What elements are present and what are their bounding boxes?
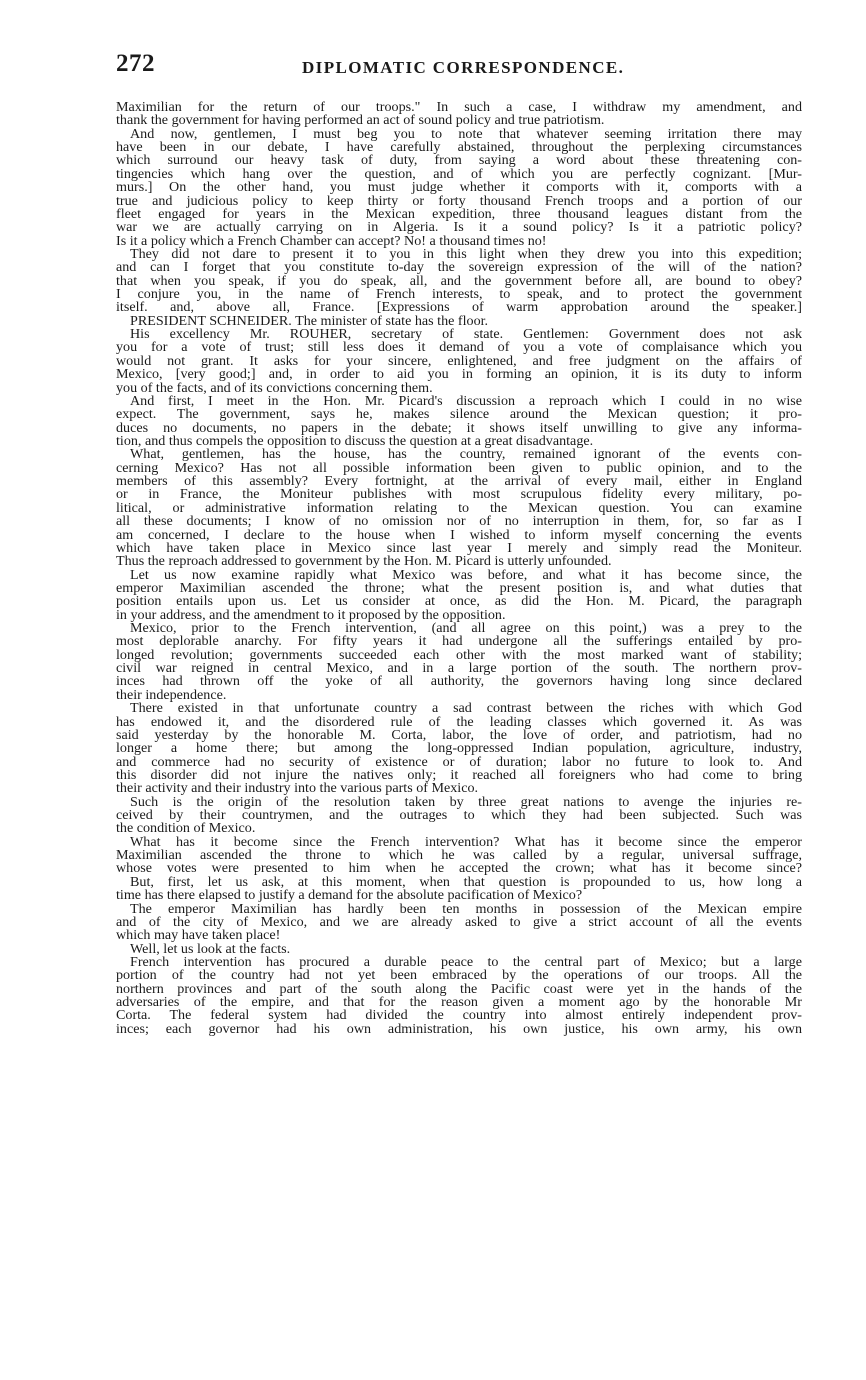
text-line: all these documents; I know of no omission nor of no interruption in them, for, so far as I bbox=[116, 515, 802, 529]
text-line: And first, I meet in the Hon. Mr. Picard's discussion a reproach which I could in no wise bbox=[130, 394, 802, 409]
text-line: inces; each governor had his own administration, his own justice, his own army, his own bbox=[116, 1022, 802, 1037]
text-line: true and judicious policy to keep thirty or forty thousand French troops and a portion of our bbox=[116, 194, 802, 208]
text-line: PRESIDENT SCHNEIDER. The minister of state has the floor. bbox=[130, 314, 489, 329]
text-line: which surround our heavy task of duty, from saying a word about these threatening con- bbox=[116, 154, 802, 168]
text-line: and commerce had no security of existence or of duration; labor no future to look to. And bbox=[116, 755, 802, 769]
text-line: His excellency Mr. ROUHER, secretary of state. Gentlemen: Government does not ask bbox=[130, 328, 802, 342]
text-line: which may have taken place! bbox=[116, 929, 281, 943]
text-line: members of this assembly? Every fortnight, at the arrival of every mail, either in England bbox=[116, 475, 802, 489]
text-line: longer a home there; but among the long-oppressed Indian population, agriculture, industry, bbox=[116, 742, 802, 756]
text-line: this disorder did not injure the natives only; it reached all foreigners who had come to bring bbox=[116, 768, 802, 783]
text-line: I conjure you, in the name of French interests, to speak, and to protect the government bbox=[116, 288, 802, 302]
text-line: portion of the country had not yet been embraced by the operations of our troops. All the bbox=[116, 969, 802, 983]
body-text bbox=[116, 101, 802, 1036]
text-line: civil war reigned in central Mexico, and in a large portion of the south. The northern prov- bbox=[116, 662, 802, 676]
text-line: Maximilian for the return of our troops." In such a case, I withdraw my amendment, and bbox=[116, 101, 802, 115]
text-line: ceived by their countrymen, and the outrages to which they had been subjected. Such was bbox=[116, 809, 802, 823]
text-line: their activity and their industry into the various parts of Mexico. bbox=[116, 782, 479, 796]
text-line: There existed in that unfortunate country a sad contrast between the riches with which God bbox=[130, 702, 802, 716]
text-line: But, first, let us ask, at this moment, when that question is propounded to us, how long a bbox=[130, 875, 802, 890]
text-line: you for a vote of trust; still less does it demand of you a vote of complaisance which you bbox=[116, 341, 802, 355]
text-line: The emperor Maximilian has hardly been ten months in possession of the Mexican empire bbox=[130, 902, 802, 916]
text-line: duces no documents, no papers in the debate; it shows itself unwilling to give any informa- bbox=[116, 421, 802, 435]
text-line: whose votes were presented to him when he accepted the crown; what has it become since? bbox=[116, 862, 802, 876]
text-line: that when you speak, if you do speak, all, and the government before all, are bound to obey? bbox=[116, 274, 802, 289]
text-line: which have taken place in Mexico since last year I merely and simply read the Moniteur. bbox=[116, 541, 802, 556]
text-line: and of the city of Mexico, and we are already asked to give a strict account of all the events bbox=[116, 915, 802, 930]
text-line: time has there elapsed to justify a demand for the absolute pacification of Mexico? bbox=[116, 889, 583, 903]
text-line: Mexico, prior to the French intervention, (and all agree on this point,) was a prey to the bbox=[130, 622, 802, 636]
text-line: have been in our debate, I have carefully abstained, throughout the perplexing circumstances bbox=[116, 141, 802, 155]
text-line: said yesterday by the honorable M. Corta, labor, the love of order, and patriotism, had no bbox=[116, 728, 802, 743]
text-line: thank the government for having performed an act of sound policy and true patriotism. bbox=[116, 114, 605, 128]
text-line: They did not dare to present it to you in this light when they drew you into this expedition; bbox=[130, 247, 802, 262]
text-line: tion, and thus compels the opposition to discuss the question at a great disadvantage. bbox=[116, 434, 594, 449]
text-line: their independence. bbox=[116, 688, 227, 703]
text-line: cerning Mexico? Has not all possible information been given to public opinion, and to the bbox=[116, 461, 802, 476]
text-line: adversaries of the empire, and that for the reason given a moment ago by the honorable Mr bbox=[116, 996, 802, 1010]
text-line: Is it a policy which a French Chamber can accept? No! a thousand times no! bbox=[116, 234, 547, 248]
text-line: has endowed it, and the disordered rule of the leading classes which governed it. As was bbox=[116, 715, 802, 729]
text-line: expect. The government, says he, makes silence around the Mexican question; it pro- bbox=[116, 408, 802, 422]
text-line: or in France, the Moniteur publishes with most scrupulous fidelity every military, po- bbox=[116, 488, 802, 502]
text-line: litical, or administrative information relating to the Mexican question. You can examine bbox=[116, 501, 802, 516]
text-line: northern provinces and part of the south along the Pacific coast were yet in the hands of the bbox=[116, 982, 802, 997]
text-line: Corta. The federal system had divided the country into almost entirely independent prov- bbox=[116, 1009, 802, 1023]
text-line: most deplorable anarchy. For fifty years it had undergone all the sufferings entailed by pro- bbox=[116, 635, 802, 649]
text-line: position entails upon us. Let us consider at once, as did the Hon. M. Picard, the paragraph bbox=[116, 595, 802, 609]
text-line: in your address, and the amendment to it proposed by the opposition. bbox=[116, 608, 506, 623]
running-title: DIPLOMATIC CORRESPONDENCE. bbox=[302, 58, 625, 77]
text-line: tingencies which hang over the question, and of which you are perfectly cognizant. [Mur- bbox=[116, 167, 802, 182]
text-line: and can I forget that you constitute to-day the sovereign expression of the will of the nation? bbox=[116, 261, 802, 275]
text-line: itself. and, above all, France. [Expressions of warm approbation around the speaker.] bbox=[116, 301, 802, 315]
text-line: Maximilian ascended the throne to which he was called by a regular, universal suffrage, bbox=[116, 849, 802, 863]
text-line: Mexico, [very good;] and, in order to aid you in forming an opinion, it is its duty to inform bbox=[116, 368, 802, 382]
text-line: the condition of Mexico. bbox=[116, 822, 256, 836]
text-line: you of the facts, and of its convictions concerning them. bbox=[116, 381, 433, 395]
text-line: French intervention has procured a durable peace to the central part of Mexico; but a large bbox=[130, 956, 802, 970]
page-header bbox=[116, 50, 806, 84]
text-line: Let us now examine rapidly what Mexico was before, and what it has become since, the bbox=[130, 568, 802, 582]
text-line: And now, gentlemen, I must beg you to note that whatever seeming irritation there may bbox=[130, 127, 802, 142]
text-line: war we are actually carrying on in Algeria. Is it a sound policy? Is it a patriotic policy? bbox=[116, 221, 802, 235]
text-line: longed revolution; governments succeeded each other with the most marked want of stability; bbox=[116, 648, 802, 663]
text-line: murs.] On the other hand, you must judge whether it comports with it, comports with a bbox=[116, 181, 802, 195]
text-line: am concerned, I declare to the house when I wished to inform myself concerning the events bbox=[116, 528, 802, 542]
text-line: would not grant. It asks for your sincere, enlightened, and free judgment on the affairs of bbox=[116, 354, 802, 369]
text-line: Such is the origin of the resolution taken by three great nations to avenge the injuries re- bbox=[130, 795, 802, 810]
page-number: 272 bbox=[116, 50, 155, 77]
text-line: What has it become since the French intervention? What has it become since the emperor bbox=[130, 835, 802, 850]
text-line: Thus the reproach addressed to government by the Hon. M. Picard is utterly unfounded. bbox=[116, 555, 612, 569]
text-line: What, gentlemen, has the house, has the country, remained ignorant of the events con- bbox=[130, 448, 802, 462]
text-line: fleet engaged for years in the Mexican expedition, three thousand leagues distant from the bbox=[116, 207, 802, 222]
text-line: Well, let us look at the facts. bbox=[130, 942, 291, 956]
text-line: emperor Maximilian ascended the throne; what the present position is, and what duties that bbox=[116, 581, 802, 596]
text-line: inces had thrown off the yoke of all authority, the governors having long since declared bbox=[116, 675, 802, 689]
